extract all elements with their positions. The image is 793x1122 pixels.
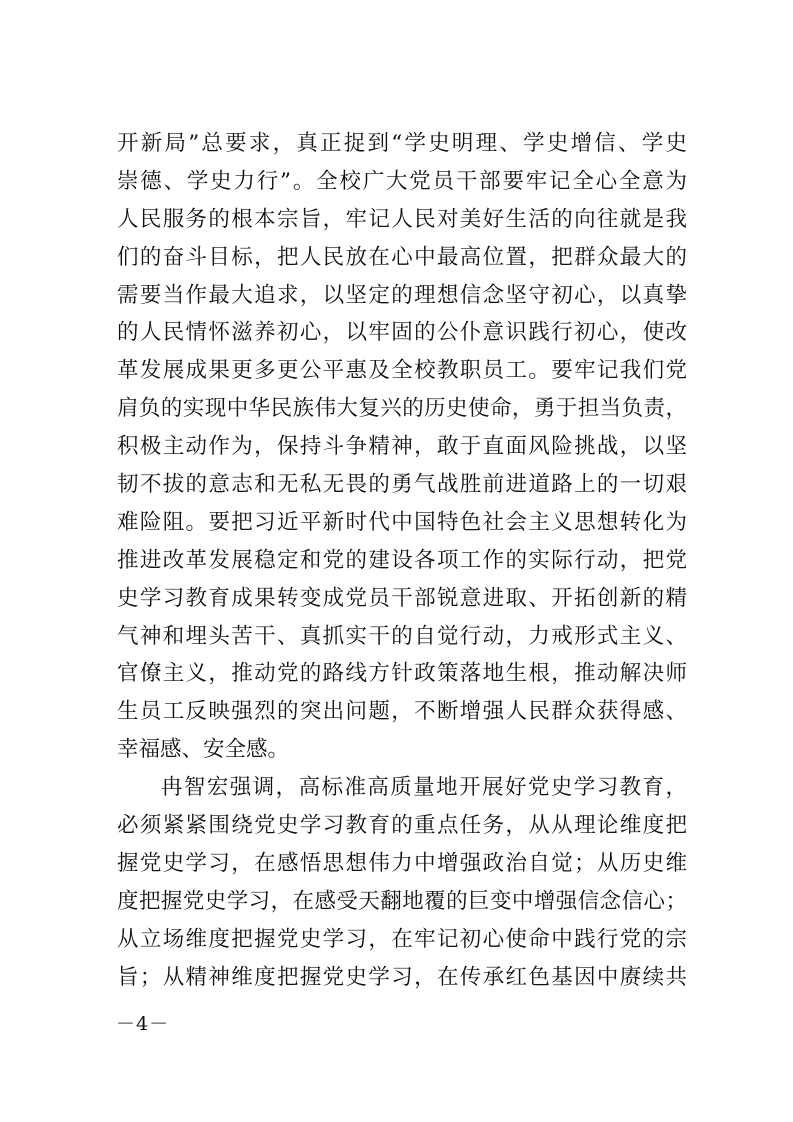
text-line: 幸福感、安全感。 [117,737,290,763]
text-line: 的人民情怀滋养初心，以牢固的公仆意识践行初心，使改 [117,320,687,346]
page-number: －4－ [116,1013,170,1035]
text-line: 官僚主义，推动党的路线方针政策落地生根，推动解决师 [117,661,687,687]
text-line: 肩负的实现中华民族伟大复兴的历史使命，勇于担当负责， [117,396,687,422]
text-line: 度把握党史学习，在感受天翻地覆的巨变中增强信念信心； [117,888,687,914]
text-line: 需要当作最大追求，以坚定的理想信念坚守初心，以真挚 [117,282,687,308]
text-line: 气神和埋头苦干、真抓实干的自觉行动，力戒形式主义、 [117,623,687,649]
text-line: 握党史学习，在感悟思想伟力中增强政治自觉；从历史维 [117,850,687,876]
text-line: 从立场维度把握党史学习，在牢记初心使命中践行党的宗 [117,926,687,952]
body-text [117,125,687,996]
text-line: 旨；从精神维度把握党史学习，在传承红色基因中赓续共 [117,964,687,990]
text-line: 崇德、学史力行”。全校广大党员干部要牢记全心全意为 [117,168,687,194]
text-line: 人民服务的根本宗旨，牢记人民对美好生活的向往就是我 [117,206,687,232]
text-line: 史学习教育成果转变成党员干部锐意进取、开拓创新的精 [117,585,687,611]
text-line: 开新局”总要求，真正捉到“学史明理、学史增信、学史 [117,131,687,156]
text-line: 积极主动作为，保持斗争精神，敢于直面风险挑战，以坚 [117,434,687,460]
text-line: 冉智宏强调，高标准高质量地开展好党史学习教育， [161,775,687,801]
text-line: 生员工反映强烈的突出问题，不断增强人民群众获得感、 [117,699,687,725]
text-line: 难险阻。要把习近平新时代中国特色社会主义思想转化为 [117,509,687,535]
text-line: 必须紧紧围绕党史学习教育的重点任务，从从理论维度把 [117,813,687,839]
text-line: 韧不拔的意志和无私无畏的勇气战胜前进道路上的一切艰 [117,472,687,498]
text-line: 革发展成果更多更公平惠及全校教职员工。要牢记我们党 [117,358,687,384]
text-line: 推进改革发展稳定和党的建设各项工作的实际行动，把党 [117,547,687,573]
text-line: 们的奋斗目标，把人民放在心中最高位置，把群众最大的 [117,244,687,270]
